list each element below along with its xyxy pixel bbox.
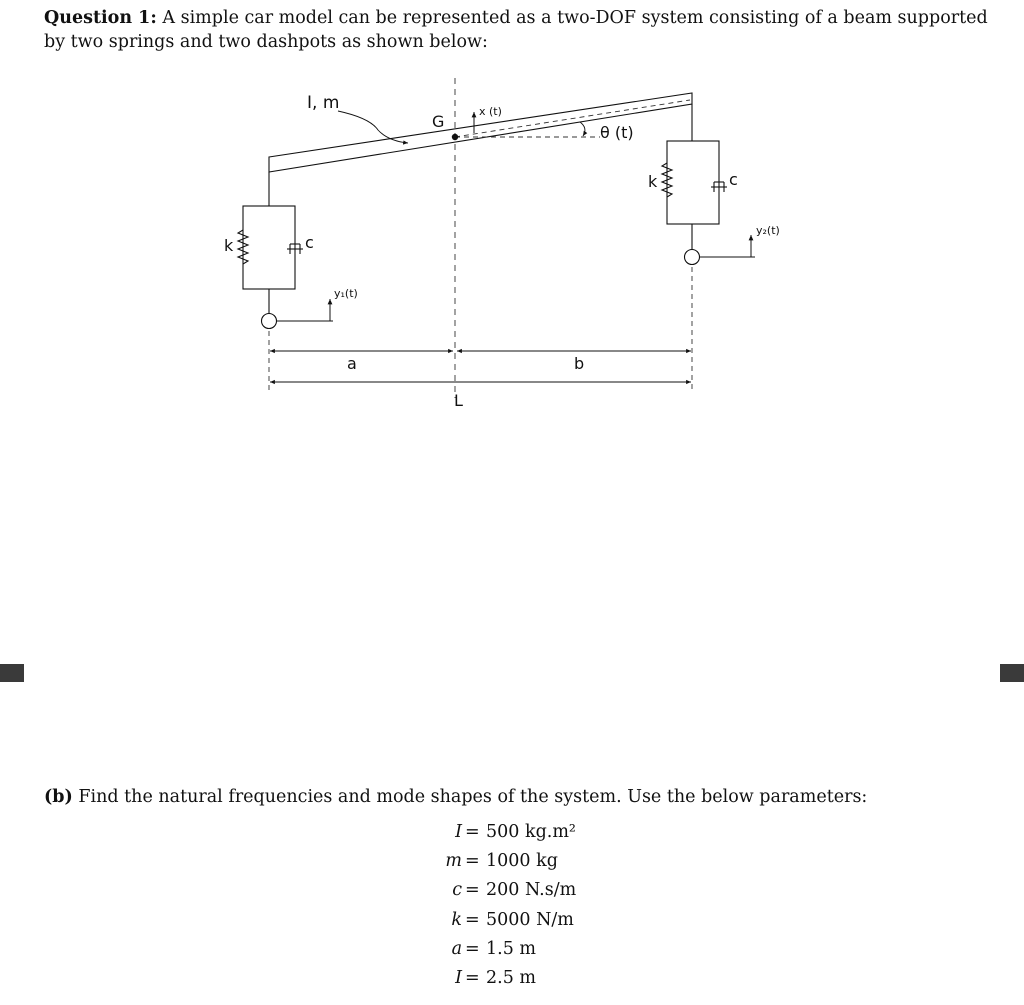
- car-model-diagram: [0, 0, 1024, 420]
- label-dimension-b: b: [574, 354, 585, 373]
- parameter-row: [360, 822, 680, 851]
- parameter-symbol: I: [455, 822, 462, 842]
- parameter-row: [360, 939, 680, 968]
- parameter-row: [360, 968, 680, 997]
- equals-sign: =: [465, 909, 480, 930]
- label-dimension-L: L: [454, 391, 463, 410]
- right-spring: [662, 163, 672, 197]
- parameter-row: [360, 910, 680, 939]
- question-text: A simple car model can be represented as a two-DOF system consisting of a beam supported by two springs and two dashpots as shown below:: [44, 8, 988, 52]
- parameter-value: 200 N.s/m: [486, 880, 577, 901]
- part-b-statement: [44, 785, 994, 809]
- equals-sign: =: [465, 938, 480, 959]
- parameter-value: 500 kg.m²: [486, 822, 576, 842]
- parameter-row: [360, 851, 680, 880]
- parameter-symbol: I: [455, 967, 462, 988]
- part-b-text: Find the natural frequencies and mode shapes of the system. Use the below parameters:: [78, 787, 868, 807]
- right-wheel-contact: [685, 250, 700, 265]
- parameter-list: [360, 822, 680, 997]
- part-b-label: (b): [44, 787, 73, 807]
- parameter-value: 5000 N/m: [486, 909, 574, 930]
- equals-sign: =: [465, 880, 480, 901]
- question-label: Question 1:: [44, 8, 157, 28]
- equals-sign: =: [465, 967, 480, 988]
- label-damper-right: c: [729, 170, 738, 189]
- left-wheel-contact: [262, 314, 277, 329]
- center-of-gravity-dot: [452, 134, 458, 140]
- parameter-symbol: m: [445, 851, 462, 872]
- label-spring-left: k: [224, 236, 234, 255]
- label-dimension-a: a: [347, 354, 357, 373]
- equals-sign: =: [465, 822, 480, 842]
- label-input-y1: y₁(t): [334, 287, 358, 300]
- label-damper-left: c: [305, 233, 314, 252]
- theta-arc: [580, 122, 585, 136]
- parameter-value: 1000 kg: [486, 851, 558, 872]
- parameter-symbol: a: [451, 938, 462, 959]
- parameter-value: 2.5 m: [486, 967, 536, 988]
- label-input-y2: y₂(t): [756, 224, 780, 237]
- parameter-row: [360, 880, 680, 909]
- label-rotation-theta: θ (t): [600, 123, 634, 142]
- equals-sign: =: [465, 851, 480, 872]
- parameter-value: 1.5 m: [486, 938, 536, 959]
- right-suspension-frame: [667, 141, 719, 224]
- label-displacement-x: x (t): [479, 105, 502, 118]
- parameter-symbol: c: [452, 880, 462, 901]
- right-page-marker: [1000, 664, 1024, 682]
- parameter-symbol: k: [451, 909, 462, 930]
- left-suspension-frame: [243, 206, 295, 289]
- label-center-of-gravity: G: [432, 112, 445, 131]
- left-page-marker: [0, 664, 24, 682]
- label-spring-right: k: [648, 172, 658, 191]
- left-spring: [238, 230, 248, 264]
- label-inertia-mass: I, m: [307, 93, 340, 113]
